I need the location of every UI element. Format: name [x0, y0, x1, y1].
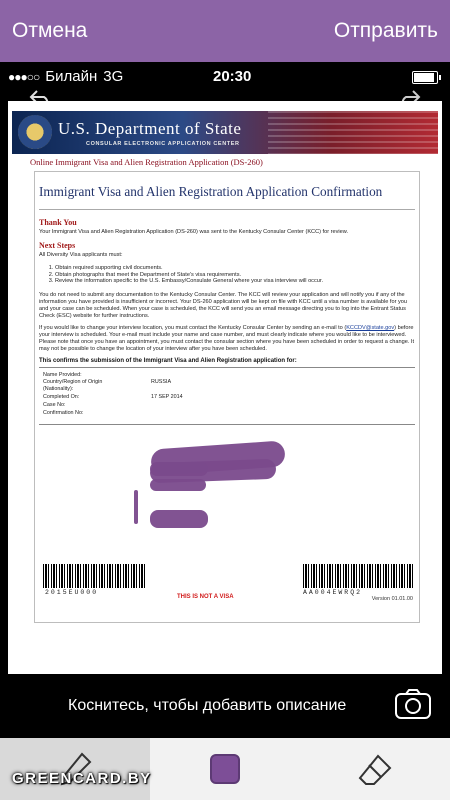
applicant-fields	[39, 367, 415, 425]
field-label: Completed On:	[43, 393, 80, 400]
steps-list	[39, 265, 415, 285]
thank-you-text: Your Immigrant Visa and Alien Registration Application (DS-260) was sent to the Kentucky Consular Center (KCC) for review.	[39, 229, 349, 235]
caption-row	[0, 682, 450, 734]
interview-location-paragraph: If you would like to change your interview location, you must contact the Kentucky Consular Center by sending an e-mail to (KCCDV@state.gov) before your interview is scheduled. Your e-mail must include your name and case number, and must clearly indicate where you would like to be interviewed. Please note that once you have an appointment, you must contact the consular section where you have been scheduled in order to request a change. It may not be possible to change the location of your interview after you have been scheduled.	[39, 324, 415, 352]
color-picker-button[interactable]	[150, 738, 300, 800]
list-item: 2. Obtain photographs that meet the Department of State's visa requirements.	[55, 272, 415, 279]
redaction-mark	[134, 490, 138, 524]
field-label: Country/Region of Origin	[43, 378, 103, 385]
kcc-email-link[interactable]: KCCDV@state.gov	[346, 324, 395, 331]
version-label: Version 01.01.00	[371, 596, 413, 602]
cancel-button[interactable]: Отмена	[12, 19, 88, 42]
caption-input[interactable]: Коснитесь, чтобы добавить описание	[68, 697, 347, 714]
eraser-icon	[356, 750, 394, 788]
barcode-left-text: 2015EU000	[45, 589, 99, 596]
state-department-banner	[12, 111, 438, 154]
camera-icon[interactable]	[394, 688, 432, 720]
document-photo	[8, 101, 442, 674]
clock: 20:30	[213, 68, 252, 85]
confirmation-document	[34, 171, 420, 623]
not-a-visa-label: THIS IS NOT A VISA	[177, 594, 234, 600]
send-button[interactable]: Отправить	[333, 19, 438, 42]
battery-icon	[412, 71, 438, 84]
network-type: 3G	[103, 68, 124, 85]
next-steps-intro: All Diversity Visa applicants must:	[39, 252, 123, 258]
field-label: (Nationality):	[43, 385, 74, 392]
page-title: Immigrant Visa and Alien Registration Application Confirmation	[39, 184, 383, 199]
state-seal-icon	[18, 115, 52, 149]
redaction-mark	[150, 462, 208, 476]
barcode-right-text: AA004EWRQ2	[303, 589, 363, 596]
barcode-left	[43, 564, 145, 588]
next-steps-title: Next Steps	[39, 241, 76, 250]
watermark: GREENCARD.BY	[12, 770, 152, 787]
confirmation-title: This confirms the submission of the Immigrant Visa and Alien Registration application for:	[39, 357, 297, 364]
application-title: Online Immigrant Visa and Alien Registration Application (DS-260)	[30, 157, 263, 167]
agency-subtitle: CONSULAR ELECTRONIC APPLICATION CENTER	[86, 141, 240, 147]
list-item: 1. Obtain required supporting civil documents.	[55, 265, 415, 272]
pen-tool-button[interactable]	[0, 738, 150, 800]
carrier-name: Билайн	[45, 68, 98, 85]
signal-dots-icon: ●●●○○	[8, 69, 40, 84]
field-label: Name Provided:	[43, 371, 82, 378]
field-value: RUSSIA	[151, 378, 172, 385]
eraser-tool-button[interactable]	[300, 738, 450, 800]
field-label: Case No:	[43, 401, 66, 408]
color-swatch	[210, 754, 240, 784]
kcc-paragraph: You do not need to submit any documentation to the Kentucky Consular Center. The KCC will review your application and will notify you if any of the information you have provided is insufficient or incorrect. Your DS-260 application will be kept on file with KCC until a visa number is available for you and your case can be scheduled. When your case is scheduled, the KCC will send you an email message directing you to log into the Entrant Status Check (ESC) website for further instructions.	[39, 291, 408, 319]
top-bar	[0, 0, 450, 62]
agency-name: U.S. Department of State	[58, 119, 242, 138]
edit-toolbar	[0, 738, 450, 800]
thank-you-title: Thank You	[39, 218, 77, 227]
barcode-right	[303, 564, 413, 588]
list-item: 3. Review the information specific to the U.S. Embassy/Consulate General where your visa interview will occur.	[55, 278, 415, 285]
redaction-mark	[150, 510, 208, 528]
photo-status-bar	[8, 66, 442, 88]
field-label: Confirmation No:	[43, 409, 84, 416]
redaction-mark	[150, 479, 206, 491]
field-value: 17 SEP 2014	[151, 393, 183, 400]
